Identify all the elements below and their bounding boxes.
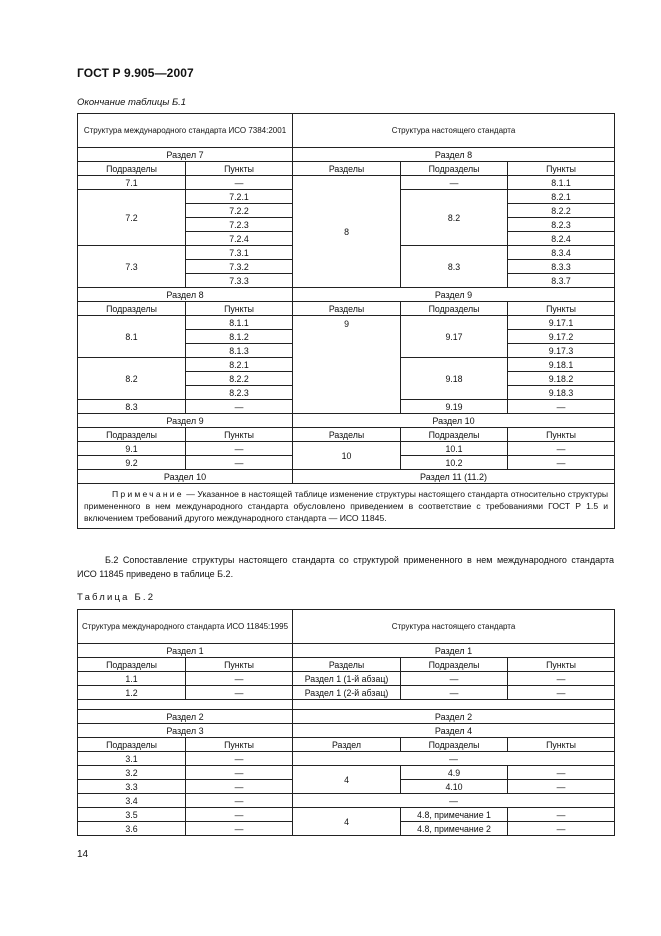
table-cell: 9.17.2 xyxy=(508,330,615,344)
table-cell: 4.10 xyxy=(401,780,508,794)
column-label: Пункты xyxy=(508,162,615,176)
table-cell: — xyxy=(508,442,615,456)
table-cell: — xyxy=(186,456,293,470)
table-cell: — xyxy=(508,456,615,470)
section-title: Раздел 4 xyxy=(293,724,615,738)
table1-caption: Окончание таблицы Б.1 xyxy=(77,97,187,108)
table-cell: 8.1.3 xyxy=(186,344,293,358)
table-cell: 8.1.2 xyxy=(186,330,293,344)
column-label: Пункты xyxy=(186,428,293,442)
column-label: Пункты xyxy=(186,658,293,672)
table-cell: 3.4 xyxy=(78,794,186,808)
table-cell: — xyxy=(508,822,615,836)
table-cell: 8.2.2 xyxy=(508,204,615,218)
table-cell: 8.3 xyxy=(78,400,186,414)
table-cell: 4.9 xyxy=(401,766,508,780)
note-label: Примечание xyxy=(112,489,184,499)
table-cell: 9.18 xyxy=(401,358,508,400)
table-cell: 8.3.7 xyxy=(508,274,615,288)
paragraph-b2: Б.2 Сопоставление структуры настоящего стандарта со структурой примененного в нем международного стандарта ИСО 11845 приведено в таблице Б.2. xyxy=(77,555,614,579)
table-cell: 7.2 xyxy=(78,190,186,246)
table-cell: 7.3 xyxy=(78,246,186,288)
table-note xyxy=(78,484,615,529)
page-number: 14 xyxy=(77,849,89,860)
document-header: ГОСТ Р 9.905—2007 xyxy=(77,66,194,80)
table-cell: — xyxy=(186,442,293,456)
table-cell: 8.2.2 xyxy=(186,372,293,386)
table-cell: — xyxy=(186,808,293,822)
column-label: Подразделы xyxy=(78,302,186,316)
column-label: Подразделы xyxy=(401,162,508,176)
table-cell: — xyxy=(508,780,615,794)
table-cell: 3.1 xyxy=(78,752,186,766)
column-label: Подразделы xyxy=(78,658,186,672)
table-cell: 4.8, примечание 1 xyxy=(401,808,508,822)
table-cell: — xyxy=(401,176,508,190)
table-cell: — xyxy=(508,672,615,686)
note-text: — Указанное в настоящей таблице изменение структуры настоящего стандарта относительно структуры примененного в нем международного стандарта обусловлено приведением в соответствие с требованиями ГОСТ Р 1.5 и включением требований другого международного стандарта — ИСО 11845. xyxy=(84,489,609,523)
section-title: Раздел 11 (11.2) xyxy=(293,470,615,484)
table-cell: — xyxy=(186,672,293,686)
table-cell: 8.1 xyxy=(78,316,186,358)
table-cell: 9.19 xyxy=(401,400,508,414)
column-label: Подразделы xyxy=(78,162,186,176)
table-cell: — xyxy=(186,766,293,780)
table2-head-right: Структура настоящего стандарта xyxy=(293,610,615,644)
table-cell: — xyxy=(186,686,293,700)
column-label: Подразделы xyxy=(78,428,186,442)
table-cell: 9.18.1 xyxy=(508,358,615,372)
table-cell: 3.3 xyxy=(78,780,186,794)
table-cell: 8 xyxy=(293,176,401,288)
table-cell: 4.8, примечание 2 xyxy=(401,822,508,836)
table-cell: — xyxy=(508,400,615,414)
table-cell: — xyxy=(293,794,615,808)
section-title: Раздел 8 xyxy=(78,288,293,302)
table2-caption: Таблица Б.2 xyxy=(77,592,156,603)
column-label: Разделы xyxy=(293,302,401,316)
table-cell: 7.3.1 xyxy=(186,246,293,260)
table-cell: 10.2 xyxy=(401,456,508,470)
table-cell: 8.2 xyxy=(78,358,186,400)
table-cell: 4 xyxy=(293,808,401,836)
table-cell: 8.3.4 xyxy=(508,246,615,260)
table-cell: 10 xyxy=(293,442,401,470)
table-b2 xyxy=(77,609,615,836)
section-title: Раздел 1 xyxy=(293,644,615,658)
table-cell: 8.2.1 xyxy=(186,358,293,372)
table-cell: 7.3.2 xyxy=(186,260,293,274)
table-cell: 9.17 xyxy=(401,316,508,358)
column-label: Пункты xyxy=(186,738,293,752)
table-cell: 7.2.2 xyxy=(186,204,293,218)
table-cell: 8.2.1 xyxy=(508,190,615,204)
table-cell: 7.2.4 xyxy=(186,232,293,246)
table-cell: — xyxy=(186,822,293,836)
table2-head-left: Структура международного стандарта ИСО 11845:1995 xyxy=(78,610,293,644)
table-cell: 8.1.1 xyxy=(186,316,293,330)
table-cell: — xyxy=(293,752,615,766)
table-cell: 8.2.3 xyxy=(186,386,293,400)
table-cell: — xyxy=(186,176,293,190)
column-label: Подразделы xyxy=(401,738,508,752)
section-title: Раздел 2 xyxy=(293,710,615,724)
table-cell: 9.17.1 xyxy=(508,316,615,330)
table-cell: — xyxy=(508,808,615,822)
column-label: Пункты xyxy=(508,738,615,752)
table-cell: 8.2 xyxy=(401,190,508,246)
table1-head-left: Структура международного стандарта ИСО 7384:2001 xyxy=(78,114,293,148)
section-title: Раздел 9 xyxy=(78,414,293,428)
table-cell: 9.17.3 xyxy=(508,344,615,358)
table-cell: 7.2.3 xyxy=(186,218,293,232)
table-cell: 9.2 xyxy=(78,456,186,470)
column-label: Разделы xyxy=(293,428,401,442)
column-label: Подразделы xyxy=(78,738,186,752)
table-cell: — xyxy=(186,794,293,808)
table-cell: 4 xyxy=(293,766,401,794)
table-cell: — xyxy=(186,400,293,414)
section-title: Раздел 2 xyxy=(78,710,293,724)
table-cell: — xyxy=(401,686,508,700)
table-cell: Раздел 1 (2-й абзац) xyxy=(293,686,401,700)
table-cell: 3.5 xyxy=(78,808,186,822)
section-title: Раздел 9 xyxy=(293,288,615,302)
section-title: Раздел 10 xyxy=(78,470,293,484)
spacer-cell xyxy=(293,700,615,710)
column-label: Раздел xyxy=(293,738,401,752)
table-cell: 7.3.3 xyxy=(186,274,293,288)
spacer-cell xyxy=(78,700,293,710)
table-cell: — xyxy=(508,686,615,700)
column-label: Пункты xyxy=(186,162,293,176)
table-cell: 8.2.3 xyxy=(508,218,615,232)
column-label: Подразделы xyxy=(401,658,508,672)
column-label: Подразделы xyxy=(401,428,508,442)
column-label: Подразделы xyxy=(401,302,508,316)
section-title: Раздел 7 xyxy=(78,148,293,162)
column-label: Пункты xyxy=(508,428,615,442)
table-cell: — xyxy=(186,780,293,794)
section-title: Раздел 3 xyxy=(78,724,293,738)
section-title: Раздел 10 xyxy=(293,414,615,428)
table-cell: 9.18.3 xyxy=(508,386,615,400)
table-cell: 9.1 xyxy=(78,442,186,456)
column-label: Пункты xyxy=(508,302,615,316)
table-cell: 7.1 xyxy=(78,176,186,190)
column-label: Пункты xyxy=(508,658,615,672)
table-cell: 9.18.2 xyxy=(508,372,615,386)
table-cell: 8.2.4 xyxy=(508,232,615,246)
table-cell: 8.3 xyxy=(401,246,508,288)
table-cell: 10.1 xyxy=(401,442,508,456)
table-cell: 1.1 xyxy=(78,672,186,686)
table-b1 xyxy=(77,113,615,529)
table-cell: 1.2 xyxy=(78,686,186,700)
table-cell: — xyxy=(186,752,293,766)
table-cell: 8.3.3 xyxy=(508,260,615,274)
table-cell: 3.6 xyxy=(78,822,186,836)
table-cell: 7.2.1 xyxy=(186,190,293,204)
column-label: Разделы xyxy=(293,658,401,672)
table-cell: — xyxy=(401,672,508,686)
column-label: Пункты xyxy=(186,302,293,316)
table-cell: — xyxy=(508,766,615,780)
table-cell: 3.2 xyxy=(78,766,186,780)
section-title: Раздел 8 xyxy=(293,148,615,162)
table1-head-right: Структура настоящего стандарта xyxy=(293,114,615,148)
section-title: Раздел 1 xyxy=(78,644,293,658)
table-cell: 8.1.1 xyxy=(508,176,615,190)
column-label: Разделы xyxy=(293,162,401,176)
table-cell: Раздел 1 (1-й абзац) xyxy=(293,672,401,686)
table-cell: 9 xyxy=(293,316,401,414)
